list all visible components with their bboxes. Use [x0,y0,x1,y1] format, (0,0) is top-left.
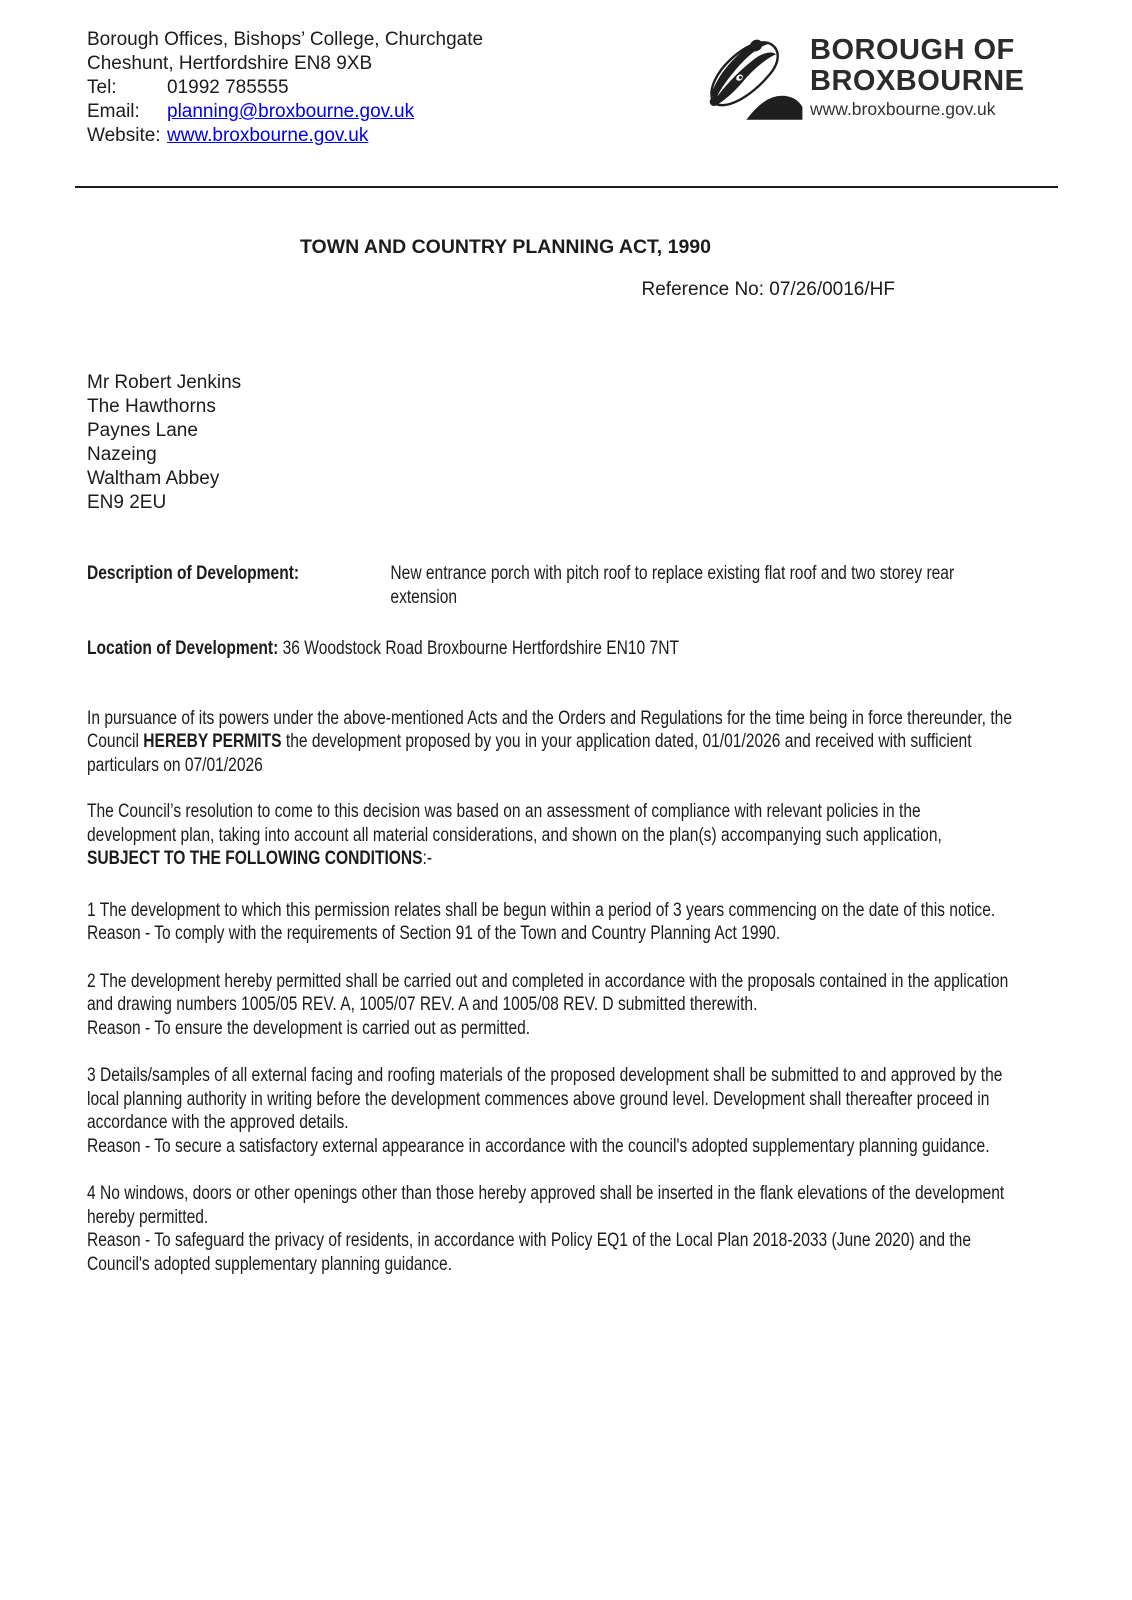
description-of-development-row [87,562,1013,609]
council-contact-block [87,28,483,148]
condition-3 [87,1064,1013,1158]
condition-2 [87,970,1013,1041]
condition-1-reason: Reason - To comply with the requirements of Section 91 of the Town and Country Planning Act 1990. [87,923,781,944]
condition-4-text: 4 No windows, doors or other openings other than those hereby approved shall be inserted in the flank elevations of the development hereby permitted. [87,1183,1005,1228]
condition-2-text: 2 The development hereby permitted shall be carried out and completed in accordance with the proposals contained in the application and drawing numbers 1005/05 REV. A, 1005/07 REV. A and 1005/08 REV. D submitted therewith. [87,970,1009,1015]
council-address-line1: Borough Offices, Bishops’ College, Churchgate [87,29,484,50]
tel-label: Tel: [87,77,117,98]
location-label: Location of Development: [87,638,279,659]
header-divider [75,186,1058,188]
logo-url: www.broxbourne.gov.uk [810,99,996,119]
condition-2-reason: Reason - To ensure the development is carried out as permitted. [87,1017,531,1039]
website-label: Website: [87,125,161,146]
recipient-line: Paynes Lane [87,420,198,441]
hereby-permits-emphasis: HEREBY PERMITS [143,731,282,752]
tel-value: 01992 785555 [167,77,289,98]
recipient-line: Nazeing [87,444,157,465]
email-row [87,100,483,124]
council-address-line2: Cheshunt, Hertfordshire EN8 9XB [87,53,373,74]
document-title: TOWN AND COUNTRY PLANNING ACT, 1990 [300,236,711,258]
recipient-address-block [87,371,1132,515]
resolution-paragraph [87,800,1013,871]
recipient-line: Mr Robert Jenkins [87,372,242,393]
description-label: Description of Development: [87,563,300,584]
recipient-line: Waltham Abbey [87,468,220,489]
permit-paragraph-before: In pursuance of its powers under the above-mentioned Acts and the Orders and Regulations for the time being in force thereunder, the Council [87,707,1012,752]
email-label: Email: [87,101,140,122]
email-link[interactable]: planning@broxbourne.gov.uk [167,101,415,122]
permit-paragraph [87,707,1013,778]
resolution-paragraph-before: The Council’s resolution to come to this decision was based on an assessment of compliance with relevant policies in the development plan, taking into account all material considerations, and shown on the plan(s) accompanying such application, [87,801,942,846]
conditions-list [87,899,1013,1277]
letterhead [87,28,1132,148]
description-value: New entrance porch with pitch roof to replace existing flat roof and two storey rear extension [390,563,955,608]
condition-1-text: 1 The development to which this permission relates shall be begun within a period of 3 years commencing on the date of this notice. [87,899,996,921]
badger-icon [700,30,804,125]
logo-title-line2: BROXBOURNE [810,65,1025,97]
logo-wordmark [810,35,1024,120]
location-value: 36 Woodstock Road Broxbourne Hertfordshire EN10 7NT [278,638,679,659]
subject-to-conditions-emphasis: SUBJECT TO THE FOLLOWING CONDITIONS [87,848,423,869]
condition-4-reason: Reason - To safeguard the privacy of residents, in accordance with Policy EQ1 of the Local Plan 2018-2033 (June 2020) and the Council's adopted supplementary planning guidance. [87,1230,971,1275]
website-link[interactable]: www.broxbourne.gov.uk [167,125,369,146]
condition-4 [87,1182,1013,1276]
location-of-development-row [87,637,1013,661]
recipient-line: The Hawthorns [87,396,216,417]
website-row [87,124,483,148]
resolution-paragraph-after: :- [422,848,433,869]
recipient-line: EN9 2EU [87,492,167,513]
condition-3-reason: Reason - To secure a satisfactory external appearance in accordance with the council's adopted supplementary planning guidance. [87,1135,990,1157]
borough-logo [700,30,1032,125]
reference-number: Reference No: 07/26/0016/HF [641,279,895,300]
logo-title-line1: BOROUGH OF [810,34,1015,66]
condition-3-text: 3 Details/samples of all external facing and roofing materials of the proposed development shall be submitted to and approved by the local planning authority in writing before the development commences above ground level. Development shall thereafter proceed in accordance with the approved details. [87,1065,1003,1133]
tel-row [87,76,483,100]
condition-1 [87,899,1013,946]
permit-paragraph-after: the development proposed by you in your application dated, 01/01/2026 and received with sufficient particulars on 07/01/2026 [87,731,972,776]
